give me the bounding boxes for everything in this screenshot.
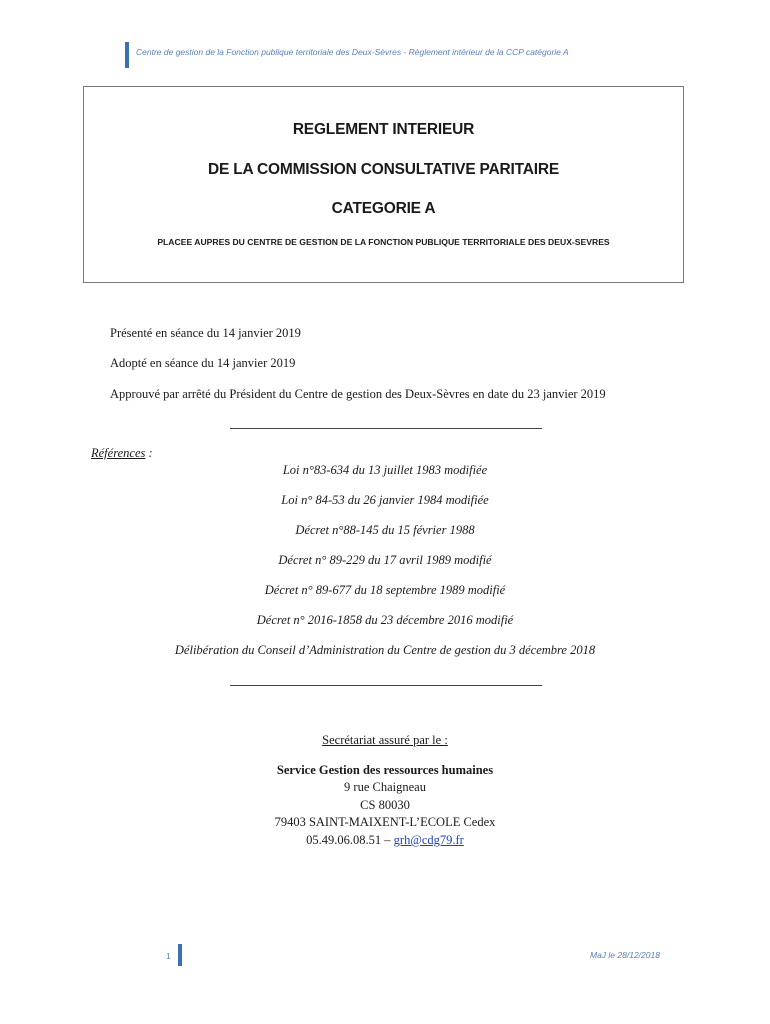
- footer-update-date: MaJ le 28/12/2018: [590, 950, 660, 960]
- running-header: Centre de gestion de la Fonction publique territoriale des Deux-Sèvres - Règlement intérieur de la CCP catégorie A: [136, 47, 569, 57]
- title-subtitle: PLACEE AUPRES DU CENTRE DE GESTION DE LA FONCTION PUBLIQUE TERRITORIALE DES DEUX-SEVRES: [157, 237, 610, 247]
- separator-top: [230, 428, 542, 429]
- reference-item: Décret n° 89-229 du 17 avril 1989 modifié: [278, 553, 492, 567]
- header-accent-bar: [125, 42, 129, 68]
- presented-date: Présenté en séance du 14 janvier 2019: [110, 326, 301, 340]
- references-label: [91, 446, 153, 461]
- email-link[interactable]: grh@cdg79.fr: [393, 833, 464, 847]
- reference-item: Décret n° 2016-1858 du 23 décembre 2016 modifié: [256, 613, 514, 627]
- reference-item: Décret n° 89-677 du 18 septembre 1989 modifié: [264, 583, 506, 597]
- approved-date: Approuvé par arrêté du Président du Centre de gestion des Deux-Sèvres en date du 23 janvier 2019: [110, 387, 606, 401]
- separator-bottom: [230, 685, 542, 686]
- reference-item: Loi n°83-634 du 13 juillet 1983 modifiée: [282, 463, 488, 477]
- title-line-3: CATEGORIE A: [331, 200, 436, 217]
- reference-item: Loi n° 84-53 du 26 janvier 1984 modifiée: [281, 493, 489, 507]
- footer-accent-bar: [178, 944, 182, 966]
- secretariat-label-text: Secrétariat assuré par le :: [322, 733, 448, 747]
- reference-item: Décret n°88-145 du 15 février 1988: [295, 523, 475, 537]
- references-label-colon: :: [145, 446, 153, 460]
- secretariat-label: [0, 733, 770, 748]
- adopted-date: Adopté en séance du 14 janvier 2019: [110, 356, 296, 370]
- title-box: [83, 86, 684, 283]
- address-street: 9 rue Chaigneau: [344, 780, 426, 794]
- title-line-1: REGLEMENT INTERIEUR: [292, 121, 475, 138]
- page-number: 1: [166, 951, 171, 961]
- contact-line: [0, 833, 770, 848]
- title-line-2: DE LA COMMISSION CONSULTATIVE PARITAIRE: [208, 161, 559, 178]
- service-name: Service Gestion des ressources humaines: [276, 763, 494, 777]
- address-cs: CS 80030: [360, 798, 410, 812]
- phone-number: 05.49.06.08.51 –: [306, 833, 394, 847]
- references-label-text: Références: [91, 446, 146, 460]
- address-city: 79403 SAINT-MAIXENT-L’ECOLE Cedex: [274, 815, 496, 829]
- reference-item: Délibération du Conseil d’Administration du Centre de gestion du 3 décembre 2018: [174, 643, 596, 657]
